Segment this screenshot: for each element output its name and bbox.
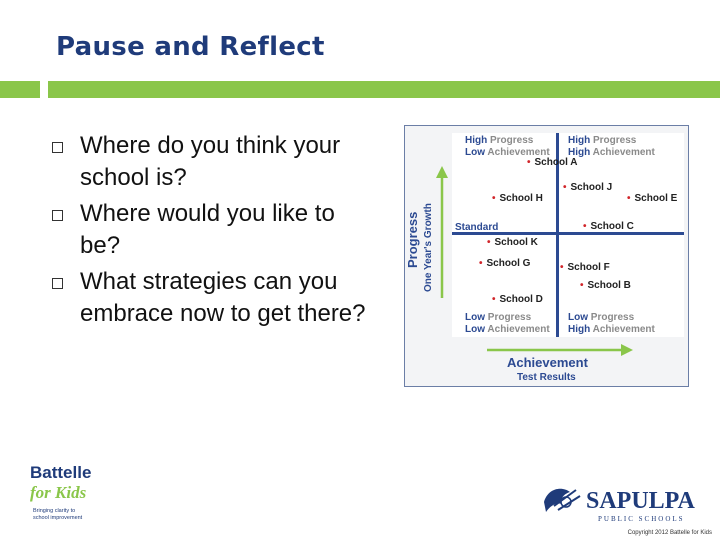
bullet-text: What strategies can you embrace now to get there? xyxy=(80,268,366,327)
svg-text:school improvement: school improvement xyxy=(33,515,83,521)
copyright-text: Copyright 2012 Battelle for Kids xyxy=(627,530,712,536)
svg-text:for Kids: for Kids xyxy=(30,483,87,502)
achievement-axis xyxy=(487,342,637,382)
svg-text:PUBLIC SCHOOLS: PUBLIC SCHOOLS xyxy=(598,515,685,523)
quadrant-label-top-right: High Progress High Achievement xyxy=(568,135,655,158)
bullet-item xyxy=(52,266,372,330)
school-marker: • School C xyxy=(583,221,634,232)
quadrant-label-bottom-left: Low Progress Low Achievement xyxy=(465,312,550,335)
arrow-up-icon xyxy=(436,166,448,178)
progress-axis-title: Progress xyxy=(405,211,420,268)
accent-bar xyxy=(48,81,720,98)
square-bullet-icon xyxy=(52,278,63,289)
bullet-text: Where would you like to be? xyxy=(80,200,335,259)
school-marker: • School H xyxy=(492,193,543,204)
school-marker: • School G xyxy=(479,258,530,269)
chieftain-emblem-icon xyxy=(544,489,580,512)
arrow-right-icon xyxy=(621,344,633,356)
svg-text:Bringing clarity to: Bringing clarity to xyxy=(33,508,76,514)
school-marker: • School F xyxy=(560,262,610,273)
square-bullet-icon xyxy=(52,142,63,153)
standard-label: Standard xyxy=(455,222,499,233)
achievement-axis-title: Achievement xyxy=(507,355,588,370)
battelle-for-kids-logo xyxy=(22,460,122,530)
achievement-axis-subtitle: Test Results xyxy=(517,372,576,382)
quadrant-label-bottom-right: Low Progress High Achievement xyxy=(568,312,655,335)
school-marker: • School A xyxy=(527,157,577,168)
svg-text:Battelle: Battelle xyxy=(30,463,92,482)
bullet-item xyxy=(52,198,372,262)
slide-title: Pause and Reflect xyxy=(56,32,325,62)
school-marker: • School D xyxy=(492,294,543,305)
progress-axis xyxy=(398,162,454,302)
school-marker: • School B xyxy=(580,280,631,291)
square-bullet-icon xyxy=(52,210,63,221)
school-marker: • School K xyxy=(487,237,538,248)
school-marker: • School J xyxy=(563,182,612,193)
svg-text:SAPULPA: SAPULPA xyxy=(586,488,695,514)
bullet-item xyxy=(52,130,372,194)
quadrant-label-top-left: High Progress Low Achievement xyxy=(465,135,550,158)
accent-bar-left xyxy=(0,81,40,98)
school-marker: • School E xyxy=(627,193,677,204)
bullet-text: Where do you think your school is? xyxy=(80,132,341,191)
progress-axis-subtitle: One Year's Growth xyxy=(423,203,434,292)
bullet-list xyxy=(52,130,372,334)
sapulpa-public-schools-logo xyxy=(536,480,716,525)
